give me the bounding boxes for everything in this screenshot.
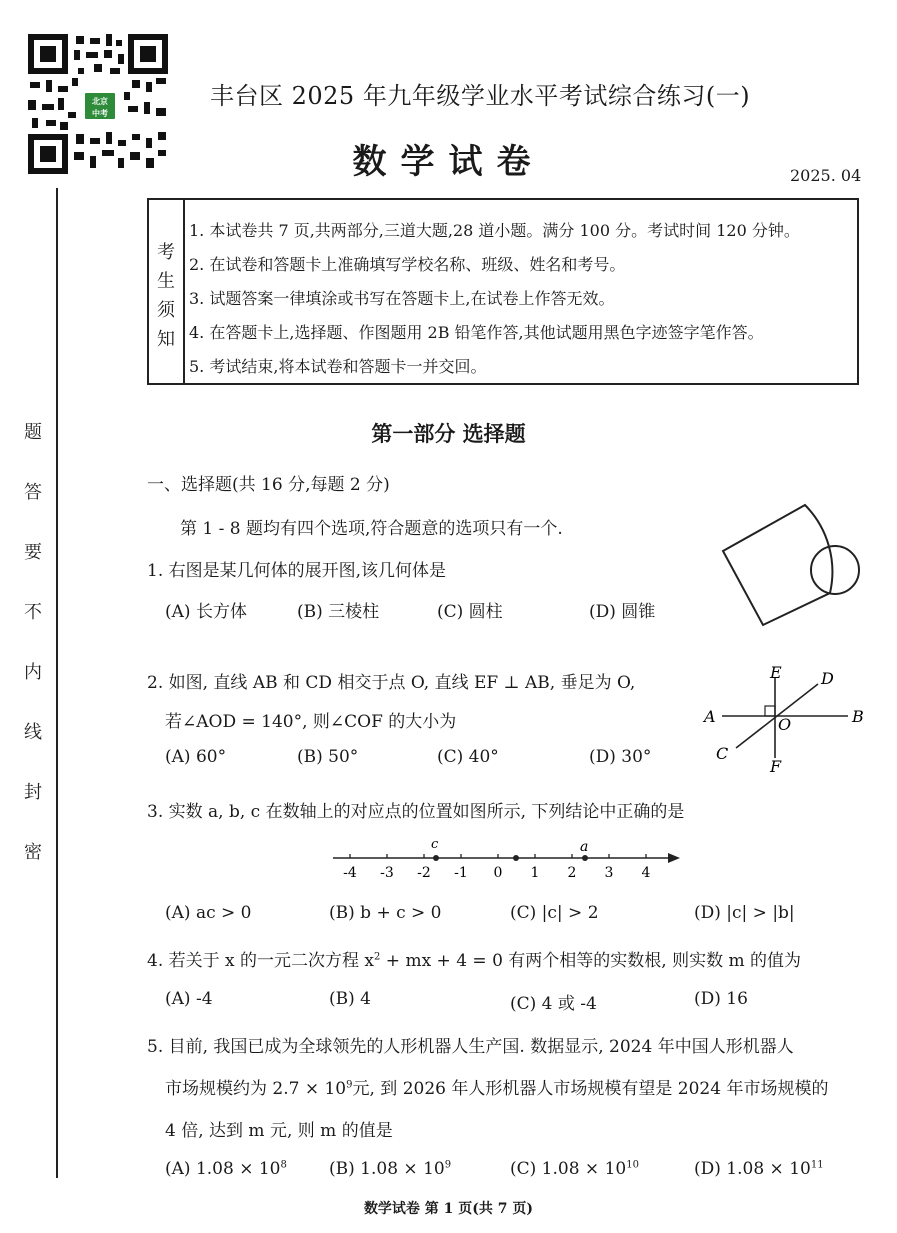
q2-option-c: (C) 40° (437, 747, 499, 767)
qr-badge (83, 91, 117, 121)
point-c (433, 855, 439, 861)
q5-option-a-base: (A) 1.08 × 10 (165, 1159, 281, 1179)
seal-char: 线 (24, 722, 42, 743)
notice-label-char: 须 (157, 300, 175, 321)
notice-label (149, 200, 185, 383)
number-line-tick-label: -2 (417, 865, 431, 881)
q2-stem-line2: 若∠AOD = 140°, 则∠COF 的大小为 (165, 712, 457, 732)
label-a: A (704, 707, 716, 726)
seal-line-text (22, 418, 44, 898)
q1-option-c: (C) 圆柱 (437, 602, 503, 622)
exam-date: 2025. 04 (790, 166, 862, 185)
number-line-figure (325, 835, 695, 885)
q5-option-c (510, 1159, 639, 1179)
seal-char: 密 (24, 842, 42, 863)
notice-label-char: 生 (157, 271, 175, 292)
q4-option-d: (D) 16 (694, 989, 748, 1009)
number-line-arrow (668, 853, 680, 863)
q2-option-b: (B) 50° (297, 747, 359, 767)
notice-items (189, 214, 859, 384)
point-c-label: c (431, 837, 439, 852)
number-line-tick-label: 2 (567, 865, 577, 881)
number-line-tick-label: -4 (343, 865, 357, 881)
q3-option-d: (D) |c| > |b| (694, 903, 795, 923)
seal-char: 不 (24, 602, 42, 623)
q5-option-b-exp: 9 (444, 1159, 452, 1171)
q5-option-b (329, 1159, 451, 1179)
q5-option-b-base: (B) 1.08 × 10 (329, 1159, 445, 1179)
q2-option-d: (D) 30° (589, 747, 652, 767)
q5-option-d (694, 1159, 824, 1179)
seal-char: 答 (24, 482, 42, 503)
q3-option-a: (A) ac > 0 (165, 903, 252, 923)
q5-line3: 4 倍, 达到 m 元, 则 m 的值是 (165, 1121, 393, 1141)
q5-line2-sup: 9 (346, 1079, 353, 1091)
q5-option-c-base: (C) 1.08 × 10 (510, 1159, 627, 1179)
q4-stem-sup: 2 (374, 951, 381, 963)
section-title: 一、选择题(共 16 分,每题 2 分) (147, 475, 390, 495)
binding-line (56, 188, 58, 1178)
qr-badge-line1: 北京 (92, 97, 108, 106)
q3-stem: 3. 实数 a, b, c 在数轴上的对应点的位置如图所示, 下列结论中正确的是 (147, 802, 685, 822)
seal-char: 题 (24, 422, 42, 443)
q5-option-a-exp: 8 (280, 1159, 287, 1171)
label-b: B (852, 707, 864, 726)
number-line-tick-label: 1 (530, 865, 540, 881)
cone-net-figure (715, 503, 865, 633)
exam-title: 丰台区 2025 年九年级学业水平考试综合练习(一) (210, 82, 751, 110)
number-line-tick-label: -1 (454, 865, 468, 881)
q4-stem-pre: 4. 若关于 x 的一元二次方程 x (147, 951, 375, 971)
q3-option-c: (C) |c| > 2 (510, 903, 599, 923)
q5-line1: 5. 目前, 我国已成为全球领先的人形机器人生产国. 数据显示, 2024 年中国人形机器人 (147, 1037, 794, 1057)
q1-stem: 1. 右图是某几何体的展开图,该几何体是 (147, 561, 447, 581)
q5-line2 (165, 1074, 828, 1099)
notice-item: 5. 考试结束,将本试卷和答题卡一并交回。 (189, 357, 487, 376)
notice-item: 2. 在试卷和答题卡上准确填写学校名称、班级、姓名和考号。 (189, 255, 626, 274)
notice-item: 1. 本试卷共 7 页,共两部分,三道大题,28 道小题。满分 100 分。考试时间 120 分钟。 (189, 221, 800, 240)
q4-stem-post: + mx + 4 = 0 有两个相等的实数根, 则实数 m 的值为 (380, 951, 802, 971)
point-b (513, 855, 519, 861)
number-line-tick-label: 4 (641, 865, 651, 881)
number-line-tick-label: 0 (493, 865, 503, 881)
cone-net-base-circle (811, 546, 859, 594)
q5-option-c-exp: 10 (626, 1159, 639, 1171)
q5-line2-post: 元, 到 2026 年人形机器人市场规模有望是 2024 年市场规模的 (352, 1079, 829, 1099)
q3-option-b: (B) b + c > 0 (329, 903, 442, 923)
subject-title: 数学试卷 (352, 142, 545, 182)
cone-net-sector (723, 505, 832, 625)
label-o: O (778, 715, 792, 734)
q1-option-d: (D) 圆锥 (589, 602, 656, 622)
seal-char: 内 (24, 662, 42, 683)
seal-char: 要 (24, 542, 42, 563)
q1-option-a: (A) 长方体 (165, 602, 247, 622)
right-angle-mark (765, 706, 775, 716)
q1-option-b: (B) 三棱柱 (297, 602, 380, 622)
q4-option-c: (C) 4 或 -4 (510, 994, 597, 1014)
section-note: 第 1 - 8 题均有四个选项,符合题意的选项只有一个. (180, 519, 563, 539)
number-line-tick-label: 3 (604, 865, 614, 881)
q5-option-d-exp: 11 (810, 1159, 824, 1171)
point-a (582, 855, 588, 861)
notice-box (147, 198, 859, 385)
label-e: E (770, 663, 782, 682)
q4-option-b: (B) 4 (329, 989, 371, 1009)
point-a-label: a (580, 839, 589, 855)
part-title: 第一部分 选择题 (371, 421, 526, 446)
notice-item: 3. 试题答案一律填涂或书写在答题卡上,在试卷上作答无效。 (189, 289, 615, 308)
q5-option-a (165, 1159, 287, 1179)
seal-char: 封 (24, 782, 42, 803)
q2-option-a: (A) 60° (165, 747, 227, 767)
q2-stem-line1: 2. 如图, 直线 AB 和 CD 相交于点 O, 直线 EF ⊥ AB, 垂足为 O, (147, 673, 636, 693)
notice-label-char: 考 (157, 242, 175, 263)
q5-line2-pre: 市场规模约为 2.7 × 10 (165, 1079, 347, 1099)
q5-option-d-base: (D) 1.08 × 10 (694, 1159, 811, 1179)
page-footer: 数学试卷 第 1 页(共 7 页) (363, 1201, 534, 1217)
label-c: C (716, 744, 729, 763)
notice-label-char: 知 (157, 329, 175, 350)
q4-option-a: (A) -4 (165, 989, 213, 1009)
label-f: F (770, 757, 782, 776)
notice-item: 4. 在答题卡上,选择题、作图题用 2B 铅笔作答,其他试题用黑色字迹签字笔作答。 (189, 323, 764, 342)
q4-stem (147, 946, 801, 971)
label-d: D (821, 669, 834, 688)
number-line-tick-label: -3 (380, 865, 394, 881)
intersecting-lines-figure (700, 662, 880, 777)
qr-badge-line2: 中考 (92, 109, 108, 118)
